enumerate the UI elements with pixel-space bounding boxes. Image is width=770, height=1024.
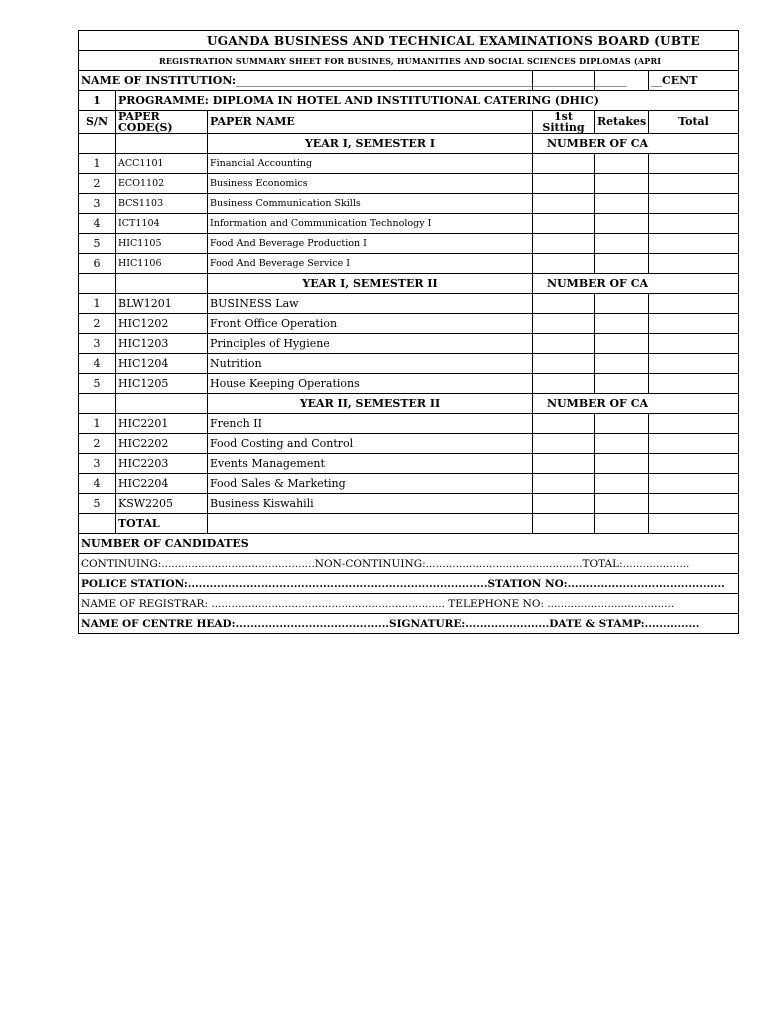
institution-row (79, 71, 739, 91)
paper-code: KSW2205 (116, 494, 208, 514)
total-cell[interactable] (649, 194, 739, 214)
continuing-line[interactable]: CONTINUING:..............................................NON-CONTINUING:...............................................TOTAL:.................... (79, 554, 739, 574)
section-title: YEAR I, SEMESTER II (208, 274, 533, 294)
first-sitting-cell[interactable] (533, 374, 595, 394)
first-sitting-cell[interactable] (533, 234, 595, 254)
institution-label: NAME OF INSTITUTION: (81, 73, 237, 87)
paper-name: Food Costing and Control (208, 434, 533, 454)
paper-name: Food Sales & Marketing (208, 474, 533, 494)
col-sn: S/N (79, 111, 116, 134)
first-sitting-cell[interactable] (533, 454, 595, 474)
paper-row (79, 414, 739, 434)
paper-sn: 5 (79, 494, 116, 514)
total-cell[interactable] (649, 374, 739, 394)
retakes-cell[interactable] (595, 374, 649, 394)
col-total: Total (649, 111, 739, 134)
institution-line: _______________________________________________________________________ (236, 73, 627, 87)
retakes-cell[interactable] (595, 214, 649, 234)
col-first-sitting: 1st Sitting (533, 111, 595, 134)
paper-sn: 5 (79, 374, 116, 394)
first-sitting-cell[interactable] (533, 194, 595, 214)
first-sitting-cell[interactable] (533, 294, 595, 314)
paper-row (79, 294, 739, 314)
paper-code: HIC1105 (116, 234, 208, 254)
section-title: YEAR I, SEMESTER I (208, 134, 533, 154)
paper-code: HIC1106 (116, 254, 208, 274)
column-header-row (79, 111, 739, 134)
paper-name: Principles of Hygiene (208, 334, 533, 354)
section-count-label: NUMBER OF CA (533, 134, 739, 154)
paper-row (79, 214, 739, 234)
paper-row (79, 474, 739, 494)
total-cell[interactable] (649, 214, 739, 234)
summary-table (78, 30, 739, 634)
paper-sn: 4 (79, 214, 116, 234)
paper-row (79, 254, 739, 274)
first-sitting-cell[interactable] (533, 494, 595, 514)
paper-sn: 6 (79, 254, 116, 274)
retakes-cell[interactable] (595, 194, 649, 214)
retakes-cell[interactable] (595, 314, 649, 334)
first-sitting-cell[interactable] (533, 354, 595, 374)
paper-name: Business Kiswahili (208, 494, 533, 514)
paper-row (79, 334, 739, 354)
retakes-cell[interactable] (595, 154, 649, 174)
paper-code: HIC2202 (116, 434, 208, 454)
retakes-cell[interactable] (595, 354, 649, 374)
paper-row (79, 354, 739, 374)
total-cell[interactable] (649, 154, 739, 174)
registration-summary-sheet (78, 30, 725, 634)
paper-name: French II (208, 414, 533, 434)
first-sitting-cell[interactable] (533, 414, 595, 434)
total-blank-sn (79, 514, 116, 534)
paper-sn: 2 (79, 174, 116, 194)
police-station-line[interactable]: POLICE STATION:..................................................................................STATION NO:........................................... (79, 574, 739, 594)
total-cell[interactable] (649, 454, 739, 474)
retakes-cell[interactable] (595, 494, 649, 514)
retakes-cell[interactable] (595, 474, 649, 494)
first-sitting-cell[interactable] (533, 434, 595, 454)
paper-sn: 4 (79, 354, 116, 374)
total-cell[interactable] (649, 314, 739, 334)
paper-name: Food And Beverage Production I (208, 234, 533, 254)
paper-sn: 1 (79, 414, 116, 434)
section-blank-sn (79, 394, 116, 414)
paper-row (79, 374, 739, 394)
total-cell[interactable] (649, 294, 739, 314)
col-paper-name: PAPER NAME (208, 111, 533, 134)
total-total[interactable] (649, 514, 739, 534)
section-count-label: NUMBER OF CA (533, 394, 739, 414)
paper-code: HIC1203 (116, 334, 208, 354)
total-cell[interactable] (649, 494, 739, 514)
sheet-subtitle: REGISTRATION SUMMARY SHEET FOR BUSINES, HUMANITIES AND SOCIAL SCIENCES DIPLOMAS (APRI (79, 51, 739, 71)
total-cell[interactable] (649, 334, 739, 354)
first-sitting-cell[interactable] (533, 254, 595, 274)
total-retakes[interactable] (595, 514, 649, 534)
retakes-cell[interactable] (595, 254, 649, 274)
first-sitting-cell[interactable] (533, 334, 595, 354)
total-cell[interactable] (649, 414, 739, 434)
retakes-cell[interactable] (595, 174, 649, 194)
total-cell[interactable] (649, 354, 739, 374)
retakes-cell[interactable] (595, 334, 649, 354)
paper-code: HIC2204 (116, 474, 208, 494)
paper-code: BLW1201 (116, 294, 208, 314)
paper-row (79, 194, 739, 214)
retakes-cell[interactable] (595, 414, 649, 434)
paper-row (79, 174, 739, 194)
first-sitting-cell[interactable] (533, 174, 595, 194)
paper-row (79, 434, 739, 454)
retakes-cell[interactable] (595, 294, 649, 314)
paper-sn: 1 (79, 154, 116, 174)
paper-code: HIC2201 (116, 414, 208, 434)
programme-label: PROGRAMME: DIPLOMA IN HOTEL AND INSTITUTIONAL CATERING (DHIC) (116, 91, 739, 111)
total-blank-name (208, 514, 533, 534)
paper-row (79, 234, 739, 254)
paper-row (79, 314, 739, 334)
paper-row (79, 154, 739, 174)
total-cell[interactable] (649, 174, 739, 194)
retakes-cell[interactable] (595, 234, 649, 254)
total-first-sitting[interactable] (533, 514, 595, 534)
registrar-line[interactable]: NAME OF REGISTRAR: ...................................................................... TELEPHONE NO: ...................................... (79, 594, 739, 614)
institution-field[interactable] (79, 71, 627, 91)
paper-sn: 2 (79, 314, 116, 334)
section-blank-code (116, 394, 208, 414)
paper-code: ECO1102 (116, 174, 208, 194)
paper-code: HIC1202 (116, 314, 208, 334)
total-row (79, 514, 739, 534)
paper-sn: 3 (79, 194, 116, 214)
paper-sn: 4 (79, 474, 116, 494)
programme-number: 1 (79, 91, 116, 111)
paper-name: Information and Communication Technology I (208, 214, 533, 234)
section-header-row (79, 274, 739, 294)
first-sitting-cell[interactable] (533, 314, 595, 334)
paper-sn: 3 (79, 454, 116, 474)
centre-label: CENT (662, 73, 698, 87)
paper-name: Business Communication Skills (208, 194, 533, 214)
paper-row (79, 494, 739, 514)
total-label: TOTAL (116, 514, 208, 534)
paper-name: Business Economics (208, 174, 533, 194)
col-retakes: Retakes (595, 111, 649, 134)
section-blank-sn (79, 274, 116, 294)
retakes-cell[interactable] (595, 454, 649, 474)
paper-name: Financial Accounting (208, 154, 533, 174)
paper-name: Events Management (208, 454, 533, 474)
section-title: YEAR II, SEMESTER II (208, 394, 533, 414)
section-blank-sn (79, 134, 116, 154)
programme-row (79, 91, 739, 111)
paper-name: Front Office Operation (208, 314, 533, 334)
paper-sn: 1 (79, 294, 116, 314)
section-header-row (79, 134, 739, 154)
total-cell[interactable] (649, 254, 739, 274)
total-cell[interactable] (649, 234, 739, 254)
section-count-label: NUMBER OF CA (533, 274, 739, 294)
paper-sn: 2 (79, 434, 116, 454)
paper-code: ICT1104 (116, 214, 208, 234)
section-header-row (79, 394, 739, 414)
paper-sn: 3 (79, 334, 116, 354)
paper-name: House Keeping Operations (208, 374, 533, 394)
centre-head-line[interactable]: NAME OF CENTRE HEAD:..........................................SIGNATURE:.......................DATE & STAMP:............... (79, 614, 739, 634)
number-of-candidates: NUMBER OF CANDIDATES (79, 534, 739, 554)
total-cell[interactable] (649, 474, 739, 494)
paper-code: HIC1204 (116, 354, 208, 374)
total-cell[interactable] (649, 434, 739, 454)
first-sitting-cell[interactable] (533, 154, 595, 174)
first-sitting-cell[interactable] (533, 474, 595, 494)
paper-code: BCS1103 (116, 194, 208, 214)
paper-code: HIC2203 (116, 454, 208, 474)
first-sitting-cell[interactable] (533, 214, 595, 234)
section-blank-code (116, 134, 208, 154)
paper-sn: 5 (79, 234, 116, 254)
col-paper-code: PAPER CODE(S) (116, 111, 208, 134)
retakes-cell[interactable] (595, 434, 649, 454)
paper-code: HIC1205 (116, 374, 208, 394)
paper-code: ACC1101 (116, 154, 208, 174)
paper-name: Nutrition (208, 354, 533, 374)
board-title: UGANDA BUSINESS AND TECHNICAL EXAMINATIONS BOARD (UBTE (79, 31, 739, 51)
centre-field[interactable]: __CENT (649, 71, 739, 91)
paper-name: BUSINESS Law (208, 294, 533, 314)
section-blank-code (116, 274, 208, 294)
paper-name: Food And Beverage Service I (208, 254, 533, 274)
paper-row (79, 454, 739, 474)
